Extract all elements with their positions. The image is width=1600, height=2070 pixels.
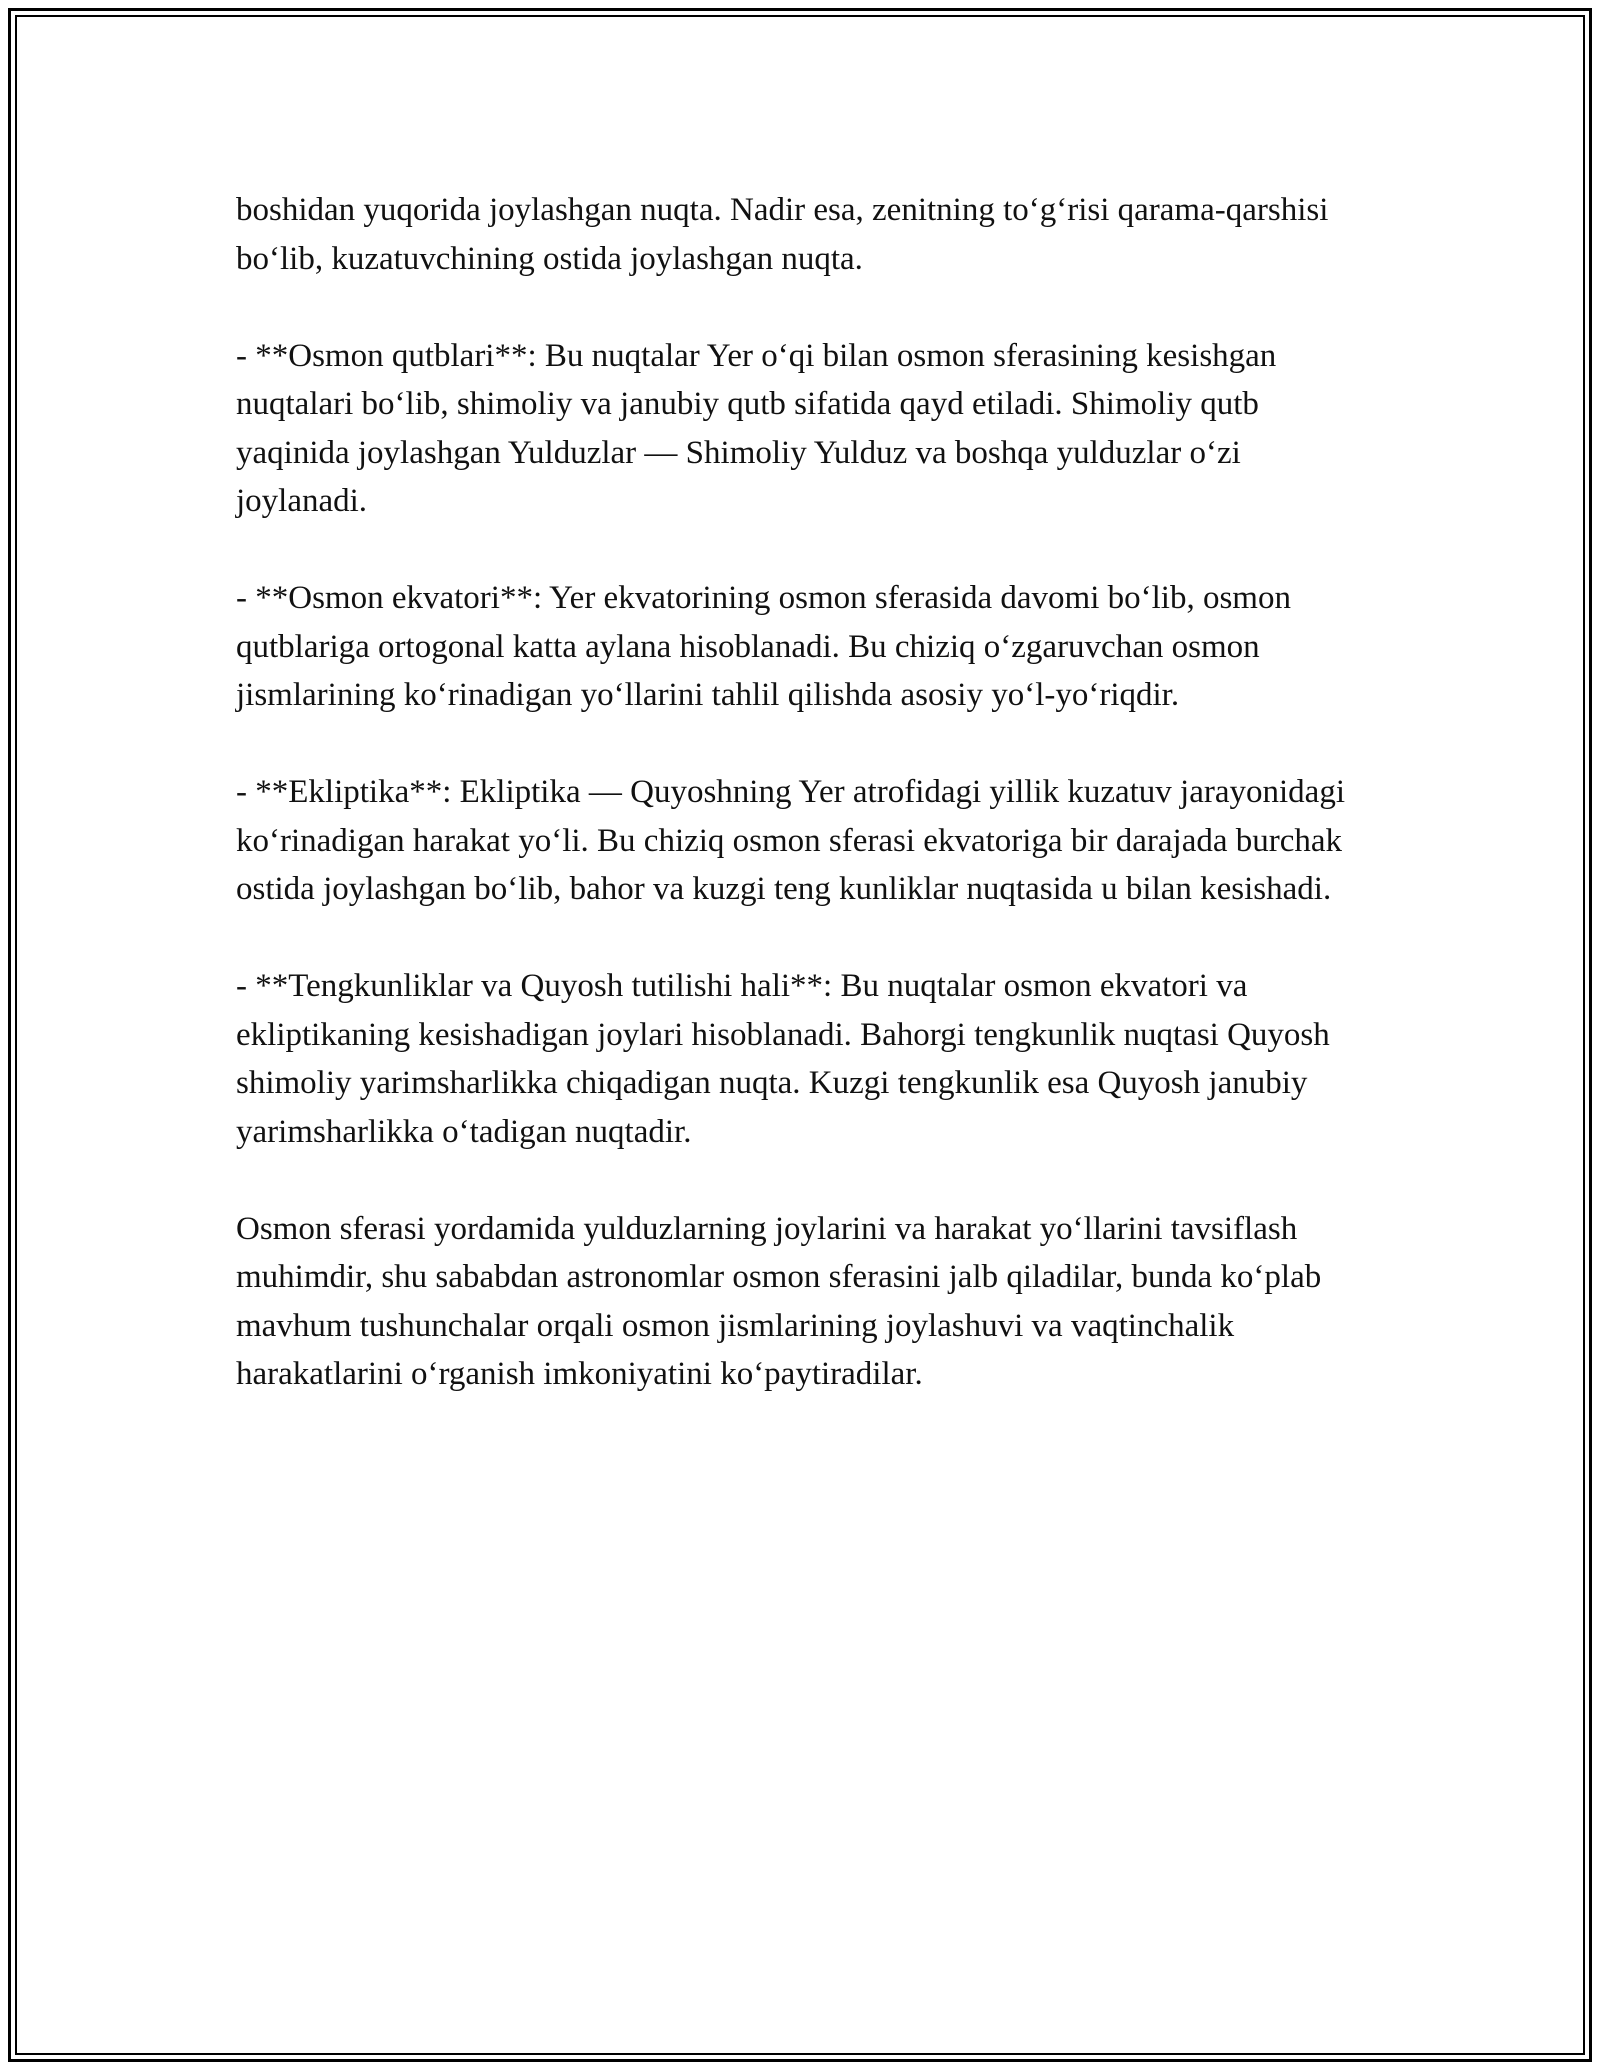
paragraph-conclusion: Osmon sferasi yordamida yulduzlarning joylarini va harakat yo‘llarini tavsiflash muhimdir, shu sababdan astronomlar osmon sferasini jalb qiladilar, bunda ko‘plab mavhum tushunchalar orqali osmon jismlarining joylashuvi va vaqtinchalik harakatlarini o‘rganish imkoniyatini ko‘paytiradilar. bbox=[236, 1210, 1322, 1392]
paragraph-ecliptic: - **Ekliptika**: Ekliptika — Quyoshning Yer atrofidagi yillik kuzatuv jarayonidagi ko‘rinadigan harakat yo‘li. Bu chiziq osmon sferasi ekvatoriga bir darajada burchak ostida joylashgan bo‘lib, bahor va kuzgi teng kunliklar nuqtasida u bilan kesishadi. bbox=[236, 774, 1345, 907]
paragraph-equinoxes: - **Tengkunliklar va Quyosh tutilishi hali**: Bu nuqtalar osmon ekvatori va ekliptikaning kesishadigan joylari hisoblanadi. Bahorgi tengkunlik nuqtasi Quyosh shimoliy yarimsharlikka chiqadigan nuqta. Kuzgi tengkunlik esa Quyosh janubiy yarimsharlikka o‘tadigan nuqtadir. bbox=[236, 968, 1330, 1150]
paragraph-celestial-equator: - **Osmon ekvatori**: Yer ekvatorining osmon sferasida davomi bo‘lib, osmon qutblariga ortogonal katta aylana hisoblanadi. Bu chiziq o‘zgaruvchan osmon jismlarining ko‘rinadigan yo‘llarini tahlil qilishda asosiy yo‘l-yo‘riqdir. bbox=[236, 580, 1291, 713]
document-body bbox=[236, 186, 1376, 1447]
paragraph-celestial-poles: - **Osmon qutblari**: Bu nuqtalar Yer o‘qi bilan osmon sferasining kesishgan nuqtalari bo‘lib, shimoliy va janubiy qutb sifatida qayd etiladi. Shimoliy qutb yaqinida joylashgan Yulduzlar — Shimoliy Yulduz va boshqa yulduzlar o‘zi joylanadi. bbox=[236, 337, 1277, 519]
paragraph-zenith-nadir: boshidan yuqorida joylashgan nuqta. Nadir esa, zenitning to‘g‘risi qarama-qarshisi bo‘lib, kuzatuvchining ostida joylashgan nuqta. bbox=[236, 192, 1329, 277]
